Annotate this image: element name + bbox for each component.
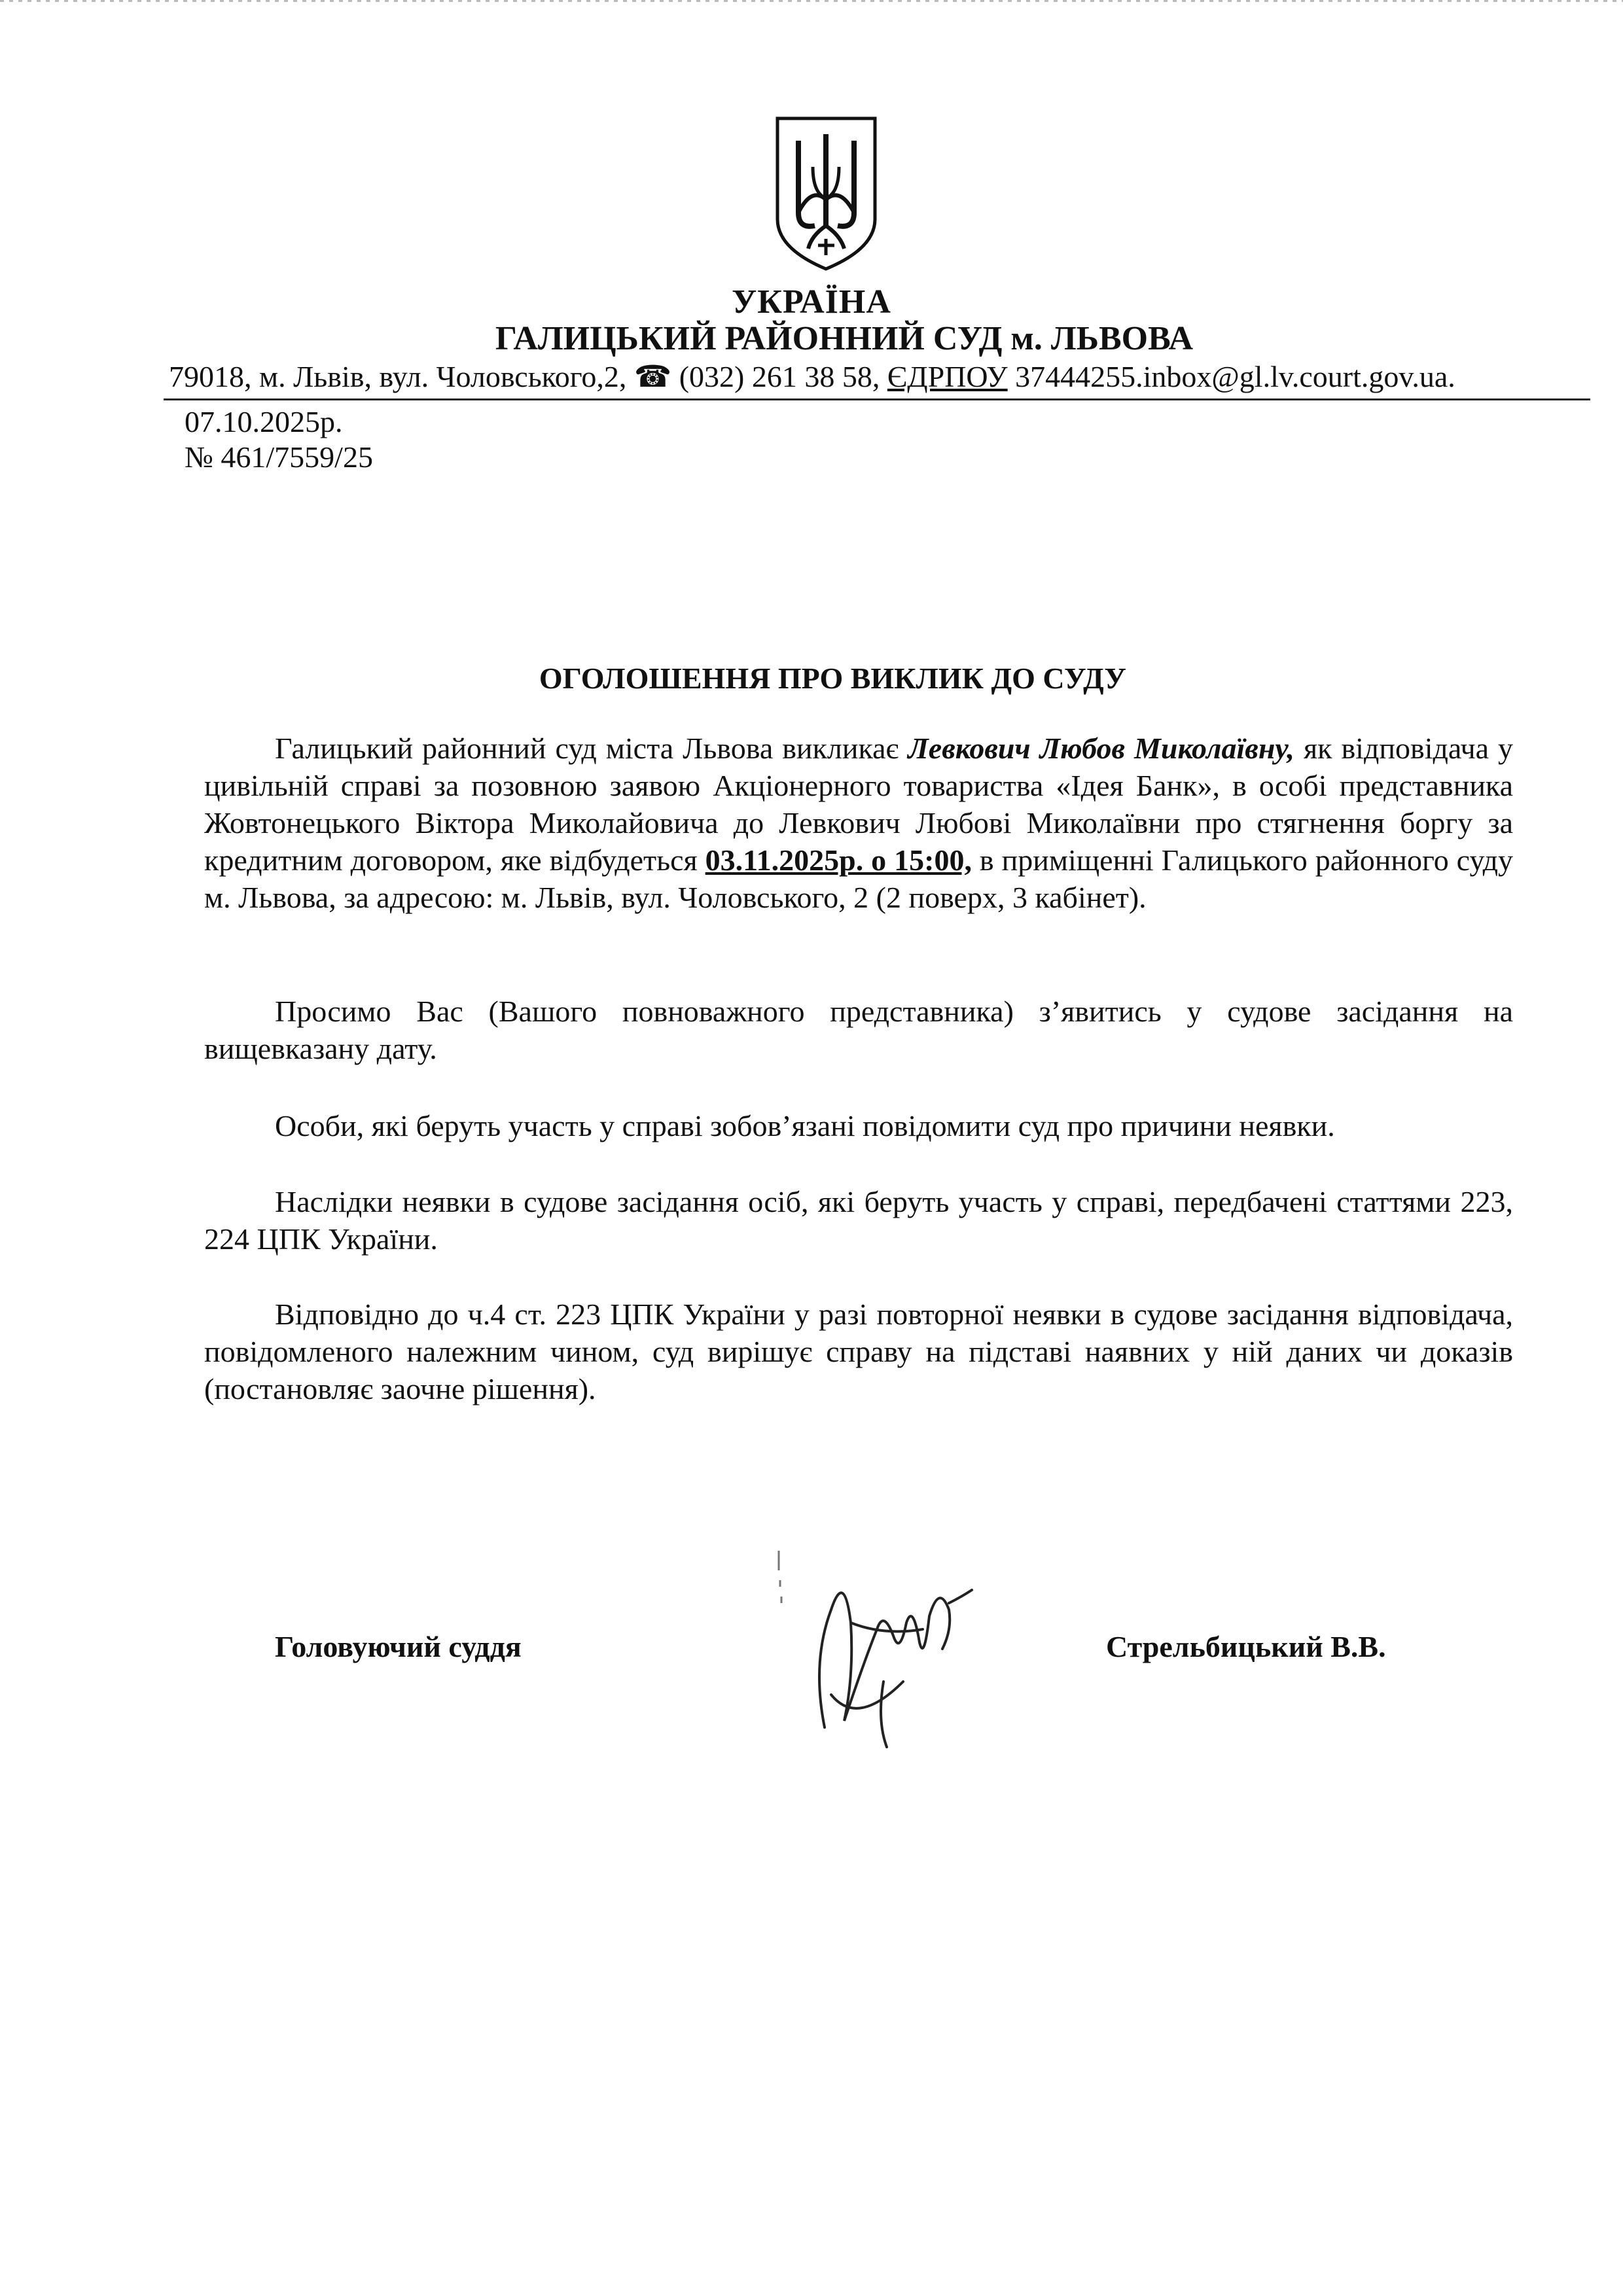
court-phone: (032) 261 38 58, — [679, 360, 880, 393]
obligation-paragraph: Особи, які беруть участь у справі зобов’язані повідомити суд про причини неявки. — [275, 1109, 1335, 1142]
edrpou-label: ЄДРПОУ — [887, 360, 1008, 393]
scan-edge-line — [0, 0, 1623, 2]
judge-name: Стрельбицький В.В. — [1106, 1630, 1386, 1663]
judge-title: Головуючий суддя — [275, 1630, 522, 1663]
hearing-datetime: 03.11.2025р. о 15:00, — [705, 843, 972, 877]
summons-paragraph — [204, 730, 1513, 916]
document-title: ОГОЛОШЕННЯ ПРО ВИКЛИК ДО СУДУ — [539, 662, 1127, 695]
case-number: № 461/7559/25 — [185, 440, 373, 474]
court-address: 79018, м. Львів, вул. Чоловського,2, — [169, 360, 627, 393]
court-contacts — [169, 359, 1455, 394]
court-name-heading: ГАЛИЦЬКИЙ РАЙОННИЙ СУД м. ЛЬВОВА — [495, 320, 1194, 357]
p1-intro: Галицький районний суд міста Львова викликає — [275, 732, 908, 765]
country-heading: УКРАЇНА — [732, 283, 891, 321]
default-judgment-paragraph: Відповідно до ч.4 ст. 223 ЦПК України у разі повторної неявки в судове засідання відповідача, повідомленого належним чином, суд вирішує справу на підставі наявних у ній даних чи доказів (постановляє заочне рішення). — [204, 1298, 1513, 1405]
coat-of-arms-icon — [772, 115, 880, 272]
edrpou-email: 37444255.inbox@gl.lv.court.gov.ua. — [1015, 360, 1455, 393]
header-divider — [164, 398, 1590, 400]
document-date: 07.10.2025р. — [185, 405, 343, 438]
handwritten-signature — [753, 1531, 1001, 1767]
telephone-icon: ☎ — [633, 360, 672, 393]
p1-location: в приміщенні Галицького районного суду м. Львова, за адресою: м. Львів, вул. Чоловського, 2 (2 поверх, 3 кабінет). — [204, 843, 1513, 914]
consequences-paragraph: Наслідки неявки в судове засідання осіб, які беруть участь у справі, передбачені статтями 223, 224 ЦПК України. — [204, 1185, 1513, 1256]
defendant-name: Левкович Любов Миколаївну, — [908, 732, 1294, 765]
p1-case-text: як відповідача у цивільній справі за позовною заявою Акціонерного товариства «Ідея Банк», в особі представника Жовтонецького Віктора Миколайовича до Левкович Любові Миколаївни про стягнення боргу за кредитним договором, яке відбудеться — [204, 732, 1513, 877]
request-paragraph: Просимо Вас (Вашого повноважного представника) з’явитись у судове засідання на вищевказану дату. — [204, 995, 1513, 1065]
